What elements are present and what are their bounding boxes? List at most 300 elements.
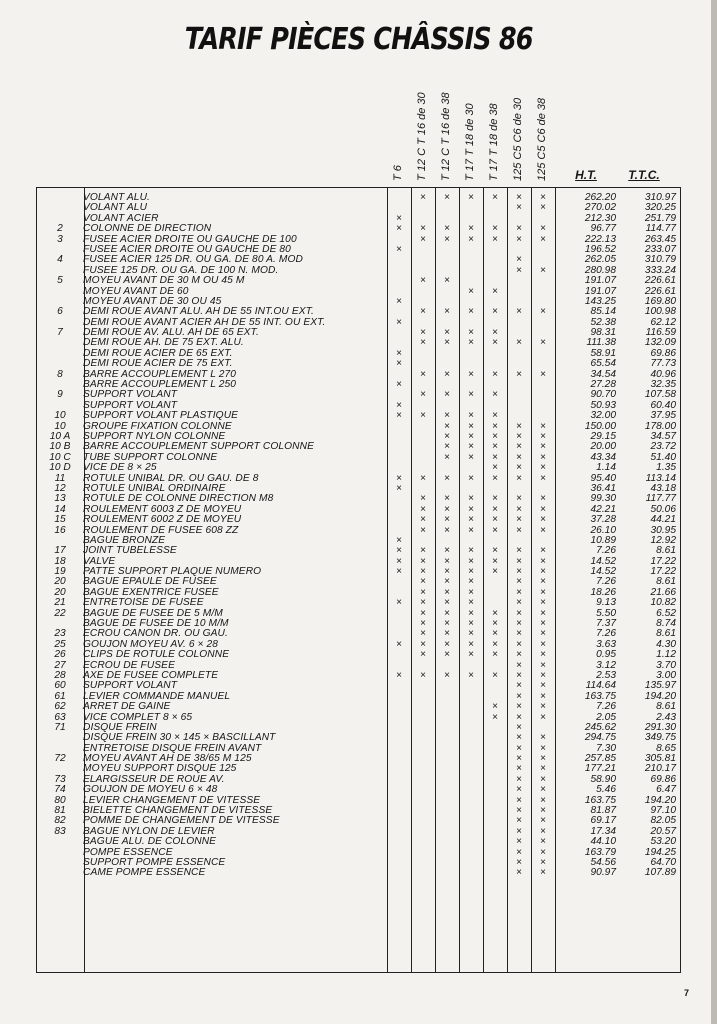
price-ht: 26.10: [590, 524, 616, 536]
price-ttc: 116.59: [645, 327, 676, 339]
compatibility-mark: ×: [444, 275, 450, 287]
part-description: BARRE ACCOUPLEMENT SUPPORT COLONNE: [83, 441, 314, 453]
compatibility-mark: ×: [396, 316, 402, 328]
part-number: 74: [54, 784, 66, 796]
part-number: 2: [57, 223, 63, 235]
compatibility-mark: ×: [492, 462, 498, 474]
compatibility-mark: ×: [444, 327, 450, 339]
compatibility-mark: ×: [420, 597, 426, 609]
compatibility-mark: ×: [492, 472, 498, 484]
compatibility-mark: ×: [444, 545, 450, 557]
table-row: [36, 546, 681, 556]
compatibility-mark: ×: [468, 524, 474, 536]
part-description: SUPPORT NYLON COLONNE: [83, 430, 226, 442]
compatibility-mark: ×: [540, 545, 546, 557]
compatibility-mark: ×: [420, 493, 426, 505]
table-row: [36, 463, 681, 473]
compatibility-mark: ×: [444, 337, 450, 349]
page-number: 7: [684, 988, 690, 998]
compatibility-mark: ×: [492, 327, 498, 339]
compatibility-mark: ×: [396, 566, 402, 578]
compatibility-mark: ×: [516, 223, 522, 235]
part-description: BAGUE EXENTRICE FUSEE: [83, 586, 219, 598]
compatibility-mark: ×: [492, 628, 498, 640]
compatibility-mark: ×: [468, 368, 474, 380]
compatibility-mark: ×: [540, 306, 546, 318]
compatibility-mark: ×: [516, 586, 522, 598]
part-number: 9: [57, 389, 63, 401]
price-ttc: 3.70: [656, 659, 676, 671]
table-row: [36, 224, 681, 234]
price-ttc: 51.40: [650, 451, 676, 463]
compatibility-mark: ×: [420, 472, 426, 484]
part-description: ROULEMENT 6003 Z DE MOYEU: [83, 503, 242, 515]
compatibility-mark: ×: [420, 618, 426, 630]
compatibility-mark: ×: [420, 337, 426, 349]
price-ttc: 226.61: [644, 285, 676, 297]
compatibility-mark: ×: [540, 784, 546, 796]
price-ttc: 2.43: [656, 711, 676, 723]
price-ttc: 17.22: [650, 555, 676, 567]
part-description: VICE COMPLET 8 × 65: [83, 711, 193, 723]
compatibility-mark: ×: [516, 825, 522, 837]
compatibility-mark: ×: [420, 649, 426, 661]
part-description: MOYEU AVANT DE 30 OU 45: [83, 295, 222, 307]
part-description: MOYEU AVANT AH DE 38/65 M 125: [83, 753, 252, 765]
price-ht: 65.54: [590, 358, 616, 370]
compatibility-mark: ×: [468, 410, 474, 422]
compatibility-mark: ×: [492, 503, 498, 515]
compatibility-mark: ×: [516, 576, 522, 588]
compatibility-mark: ×: [420, 410, 426, 422]
compatibility-mark: ×: [516, 721, 522, 733]
price-ttc: 310.79: [644, 254, 676, 266]
price-ht: 143.25: [584, 295, 616, 307]
part-number: 80: [54, 794, 66, 806]
compatibility-mark: ×: [492, 524, 498, 536]
compatibility-mark: ×: [420, 368, 426, 380]
compatibility-mark: ×: [444, 586, 450, 598]
price-ttc: 37.95: [650, 410, 676, 422]
price-ht: 34.54: [590, 368, 616, 380]
price-ht: 14.52: [590, 566, 616, 578]
compatibility-mark: ×: [516, 732, 522, 744]
part-description: SUPPORT VOLANT: [83, 399, 178, 411]
price-ttc: 305.81: [644, 753, 676, 765]
compatibility-mark: ×: [540, 680, 546, 692]
compatibility-mark: ×: [468, 192, 474, 203]
price-ht: 262.20: [584, 192, 616, 203]
compatibility-mark: ×: [468, 233, 474, 245]
part-description: DEMI ROUE ACIER DE 65 EXT.: [83, 347, 233, 359]
compatibility-mark: ×: [540, 618, 546, 630]
price-ht: 7.26: [596, 701, 616, 713]
price-ttc: 1.12: [656, 649, 676, 661]
price-ht: 81.87: [590, 805, 616, 817]
compatibility-mark: ×: [516, 462, 522, 474]
compatibility-mark: ×: [540, 742, 546, 754]
part-description: JOINT TUBELESSE: [83, 545, 177, 557]
compatibility-mark: ×: [420, 524, 426, 536]
part-description: BAGUE EPAULE DE FUSEE: [83, 576, 217, 588]
price-ttc: 34.57: [650, 430, 676, 442]
compatibility-mark: ×: [396, 223, 402, 235]
price-ht: 2.05: [596, 711, 616, 723]
compatibility-mark: ×: [468, 618, 474, 630]
compatibility-mark: ×: [492, 389, 498, 401]
compatibility-mark: ×: [420, 514, 426, 526]
price-ht: 163.75: [584, 690, 616, 702]
compatibility-mark: ×: [468, 306, 474, 318]
compatibility-mark: ×: [516, 524, 522, 536]
part-description: PATTE SUPPORT PLAQUE NUMERO: [83, 566, 262, 578]
price-ht: 3.12: [596, 659, 616, 671]
compatibility-mark: ×: [516, 805, 522, 817]
part-number: 10 B: [49, 441, 71, 453]
price-ttc: 194.20: [644, 794, 676, 806]
compatibility-mark: ×: [444, 524, 450, 536]
compatibility-mark: ×: [516, 545, 522, 557]
part-description: ROTULE UNIBAL ORDINAIRE: [83, 482, 226, 494]
price-ht: 245.62: [584, 721, 616, 733]
compatibility-mark: ×: [516, 701, 522, 713]
price-ttc: 6.52: [656, 607, 676, 619]
compatibility-mark: ×: [468, 628, 474, 640]
column-header: 125 C5 C6 de 30: [512, 97, 524, 181]
compatibility-mark: ×: [492, 649, 498, 661]
compatibility-mark: ×: [444, 410, 450, 422]
part-description: MOYEU AVANT DE 30 M OU 45 M: [83, 275, 245, 287]
price-ht: 280.98: [584, 264, 616, 276]
part-description: POMPE ESSENCE: [83, 846, 173, 858]
part-description: ENTRETOISE DE FUSEE: [83, 597, 204, 609]
compatibility-mark: ×: [396, 472, 402, 484]
price-ttc: 132.09: [644, 337, 676, 349]
compatibility-mark: ×: [540, 451, 546, 463]
price-ttc: 251.79: [644, 212, 676, 224]
part-description: COLONNE DE DIRECTION: [83, 223, 212, 235]
part-number: 13: [54, 493, 66, 505]
compatibility-mark: ×: [492, 555, 498, 567]
part-description: ENTRETOISE DISQUE FREIN AVANT: [83, 742, 262, 754]
compatibility-mark: ×: [420, 275, 426, 287]
compatibility-mark: ×: [516, 836, 522, 848]
part-description: LEVIER CHANGEMENT DE VITESSE: [83, 794, 261, 806]
part-description: DEMI ROUE AVANT ALU. AH DE 55 INT.OU EXT.: [83, 306, 314, 318]
part-number: 19: [54, 566, 66, 578]
part-number: 62: [54, 701, 66, 713]
compatibility-mark: ×: [516, 441, 522, 453]
compatibility-mark: ×: [444, 430, 450, 442]
table-row: [36, 868, 681, 878]
compatibility-mark: ×: [540, 669, 546, 681]
part-description: BIELETTE CHANGEMENT DE VITESSE: [83, 805, 273, 817]
part-description: ECROU DE FUSEE: [83, 659, 175, 671]
compatibility-mark: ×: [516, 514, 522, 526]
page-title: TARIF PIÈCES CHÂSSIS 86: [184, 22, 533, 57]
compatibility-mark: ×: [396, 212, 402, 224]
price-ht: 99.30: [590, 493, 616, 505]
price-ttc: 97.10: [650, 805, 676, 817]
price-ht: 2.53: [596, 669, 616, 681]
price-ht: 17.34: [590, 825, 616, 837]
part-number: 4: [57, 254, 63, 266]
price-ht: 18.26: [590, 586, 616, 598]
price-ttc: 3.00: [656, 669, 676, 681]
price-ttc: 69.86: [650, 773, 676, 785]
compatibility-mark: ×: [444, 306, 450, 318]
price-ttc: 320.25: [644, 202, 676, 214]
part-number: 73: [54, 773, 66, 785]
price-ht: 294.75: [584, 732, 616, 744]
price-ttc: 8.65: [656, 742, 676, 754]
compatibility-mark: ×: [444, 451, 450, 463]
price-ht: 90.97: [590, 867, 616, 879]
price-ht: 111.38: [586, 337, 616, 349]
compatibility-mark: ×: [444, 472, 450, 484]
compatibility-mark: ×: [540, 566, 546, 578]
compatibility-mark: ×: [516, 638, 522, 650]
part-number: 16: [54, 524, 66, 536]
price-ht: 29.15: [590, 430, 616, 442]
compatibility-mark: ×: [468, 493, 474, 505]
page-edge: [711, 0, 717, 1024]
compatibility-mark: ×: [444, 493, 450, 505]
price-ttc: 291.30: [644, 721, 676, 733]
price-ttc: 169.80: [644, 295, 676, 307]
compatibility-mark: ×: [468, 514, 474, 526]
compatibility-mark: ×: [516, 202, 522, 214]
compatibility-mark: ×: [444, 566, 450, 578]
part-number: 25: [54, 638, 66, 650]
part-description: DEMI ROUE AVANT ACIER AH DE 55 INT. OU EXT.: [83, 316, 326, 328]
part-number: 23: [54, 628, 66, 640]
part-description: MOYEU AVANT DE 60: [83, 285, 189, 297]
compatibility-mark: ×: [468, 607, 474, 619]
compatibility-mark: ×: [540, 441, 546, 453]
compatibility-mark: ×: [396, 243, 402, 255]
price-ht: 7.26: [596, 545, 616, 557]
price-ttc: 113.14: [645, 472, 676, 484]
compatibility-mark: ×: [516, 815, 522, 827]
compatibility-mark: ×: [540, 597, 546, 609]
price-ht: 150.00: [584, 420, 616, 432]
price-ttc: 4.30: [656, 638, 676, 650]
price-ht: 10.89: [590, 534, 616, 546]
part-number: 20: [54, 576, 66, 588]
compatibility-mark: ×: [444, 514, 450, 526]
compatibility-mark: ×: [492, 545, 498, 557]
part-number: 7: [57, 327, 63, 339]
compatibility-mark: ×: [420, 669, 426, 681]
part-description: ROULEMENT 6002 Z DE MOYEU: [83, 514, 242, 526]
compatibility-mark: ×: [444, 638, 450, 650]
price-ttc: 21.66: [650, 586, 676, 598]
compatibility-mark: ×: [468, 597, 474, 609]
part-description: ECROU CANON DR. OU GAU.: [83, 628, 228, 640]
price-ht: 191.07: [584, 285, 616, 297]
compatibility-mark: ×: [540, 192, 546, 203]
compatibility-mark: ×: [540, 202, 546, 214]
compatibility-mark: ×: [420, 576, 426, 588]
price-ttc: 44.21: [650, 514, 676, 526]
part-number: 6: [57, 306, 63, 318]
price-ttc: 226.61: [644, 275, 676, 287]
price-ht: 163.79: [584, 846, 616, 858]
compatibility-mark: ×: [420, 233, 426, 245]
compatibility-mark: ×: [420, 389, 426, 401]
compatibility-mark: ×: [540, 462, 546, 474]
compatibility-mark: ×: [516, 763, 522, 775]
compatibility-mark: ×: [468, 503, 474, 515]
part-description: SUPPORT POMPE ESSENCE: [83, 857, 226, 868]
compatibility-mark: ×: [420, 628, 426, 640]
price-ht: 69.17: [590, 815, 616, 827]
part-number: 8: [57, 368, 63, 380]
part-number: 10 C: [49, 451, 71, 463]
price-ttc: 10.82: [650, 597, 676, 609]
compatibility-mark: ×: [468, 327, 474, 339]
column-header: T 6: [392, 165, 404, 181]
price-ttc: 43.18: [650, 482, 676, 494]
compatibility-mark: ×: [540, 337, 546, 349]
compatibility-mark: ×: [468, 223, 474, 235]
compatibility-mark: ×: [396, 638, 402, 650]
part-number: 11: [54, 472, 66, 484]
price-ht: 212.30: [584, 212, 616, 224]
part-description: VOLANT ACIER: [83, 212, 159, 224]
compatibility-mark: ×: [540, 815, 546, 827]
compatibility-mark: ×: [468, 586, 474, 598]
part-description: DEMI ROUE AH. DE 75 EXT. ALU.: [83, 337, 244, 349]
compatibility-mark: ×: [516, 846, 522, 858]
compatibility-mark: ×: [516, 649, 522, 661]
compatibility-mark: ×: [540, 264, 546, 276]
compatibility-mark: ×: [540, 825, 546, 837]
price-ht: 58.91: [590, 347, 616, 359]
price-ttc: 8.61: [656, 545, 676, 557]
price-ht: 114.64: [585, 680, 616, 692]
part-description: ROTULE DE COLONNE DIRECTION M8: [83, 493, 274, 505]
price-ttc: 8.61: [656, 576, 676, 588]
part-description: GROUPE FIXATION COLONNE: [83, 420, 232, 432]
price-ht: 1.14: [596, 462, 616, 474]
price-ttc: 233.07: [644, 243, 676, 255]
price-ttc: 17.22: [650, 566, 676, 578]
compatibility-mark: ×: [492, 233, 498, 245]
part-number: 20: [54, 586, 66, 598]
part-description: ARRET DE GAINE: [83, 701, 171, 713]
compatibility-mark: ×: [540, 701, 546, 713]
compatibility-mark: ×: [540, 223, 546, 235]
compatibility-mark: ×: [420, 327, 426, 339]
part-description: LEVIER COMMANDE MANUEL: [83, 690, 231, 702]
part-number: 3: [57, 233, 63, 245]
compatibility-mark: ×: [540, 368, 546, 380]
compatibility-mark: ×: [516, 628, 522, 640]
column-header: T 12 C T 16 de 38: [440, 92, 452, 181]
compatibility-mark: ×: [516, 451, 522, 463]
part-description: ROULEMENT DE FUSEE 608 ZZ: [83, 524, 239, 536]
price-ttc: 349.75: [644, 732, 676, 744]
compatibility-mark: ×: [540, 420, 546, 432]
price-ht: 222.13: [584, 233, 616, 245]
compatibility-mark: ×: [468, 420, 474, 432]
compatibility-mark: ×: [516, 420, 522, 432]
compatibility-mark: ×: [492, 493, 498, 505]
compatibility-mark: ×: [444, 223, 450, 235]
price-ht: 90.70: [590, 389, 616, 401]
price-ht: 9.13: [596, 597, 616, 609]
part-number: 10 D: [49, 462, 71, 474]
part-number: 22: [54, 607, 66, 619]
part-description: CLIPS DE ROTULE COLONNE: [83, 649, 230, 661]
compatibility-mark: ×: [492, 192, 498, 203]
part-description: FUSEE ACIER DROITE OU GAUCHE DE 80: [83, 243, 291, 255]
part-description: DISQUE FREIN 30 × 145 × BASCILLANT: [83, 732, 276, 744]
price-ht: 3.63: [596, 638, 616, 650]
compatibility-mark: ×: [444, 555, 450, 567]
compatibility-mark: ×: [492, 618, 498, 630]
compatibility-mark: ×: [444, 503, 450, 515]
compatibility-mark: ×: [540, 576, 546, 588]
compatibility-mark: ×: [444, 389, 450, 401]
compatibility-mark: ×: [420, 545, 426, 557]
part-description: DEMI ROUE ACIER DE 75 EXT.: [83, 358, 233, 370]
price-ttc: 64.70: [650, 857, 676, 868]
price-ttc: 82.05: [650, 815, 676, 827]
compatibility-mark: ×: [468, 545, 474, 557]
part-number: 71: [54, 721, 66, 733]
compatibility-mark: ×: [492, 441, 498, 453]
part-description: SUPPORT VOLANT PLASTIQUE: [83, 410, 239, 422]
part-description: BARRE ACCOUPLEMENT L 270: [83, 368, 236, 380]
compatibility-mark: ×: [516, 597, 522, 609]
price-ttc: 310.97: [644, 192, 676, 203]
column-header: T 17 T 18 de 38: [488, 103, 500, 181]
compatibility-mark: ×: [516, 192, 522, 203]
price-ttc: 40.96: [650, 368, 676, 380]
compatibility-mark: ×: [540, 846, 546, 858]
table-row: [36, 515, 681, 525]
price-ttc: 8.74: [656, 618, 676, 630]
compatibility-mark: ×: [516, 669, 522, 681]
compatibility-mark: ×: [396, 482, 402, 494]
compatibility-mark: ×: [516, 337, 522, 349]
price-ht: 44.10: [590, 836, 616, 848]
compatibility-mark: ×: [516, 773, 522, 785]
compatibility-mark: ×: [420, 566, 426, 578]
compatibility-mark: ×: [492, 368, 498, 380]
compatibility-mark: ×: [516, 430, 522, 442]
compatibility-mark: ×: [516, 753, 522, 765]
price-ttc: 1.35: [656, 462, 676, 474]
compatibility-mark: ×: [444, 649, 450, 661]
part-description: TUBE SUPPORT COLONNE: [83, 451, 218, 463]
compatibility-mark: ×: [540, 628, 546, 640]
price-ht: 7.37: [596, 618, 616, 630]
price-ttc: 114.77: [645, 223, 676, 235]
compatibility-mark: ×: [396, 379, 402, 391]
price-ht: 85.14: [590, 306, 616, 318]
compatibility-mark: ×: [420, 638, 426, 650]
part-description: DISQUE FREIN: [83, 721, 157, 733]
price-ht: 43.34: [590, 451, 616, 463]
compatibility-mark: ×: [444, 192, 450, 203]
compatibility-mark: ×: [492, 638, 498, 650]
part-number: 14: [54, 503, 66, 515]
compatibility-mark: ×: [540, 524, 546, 536]
